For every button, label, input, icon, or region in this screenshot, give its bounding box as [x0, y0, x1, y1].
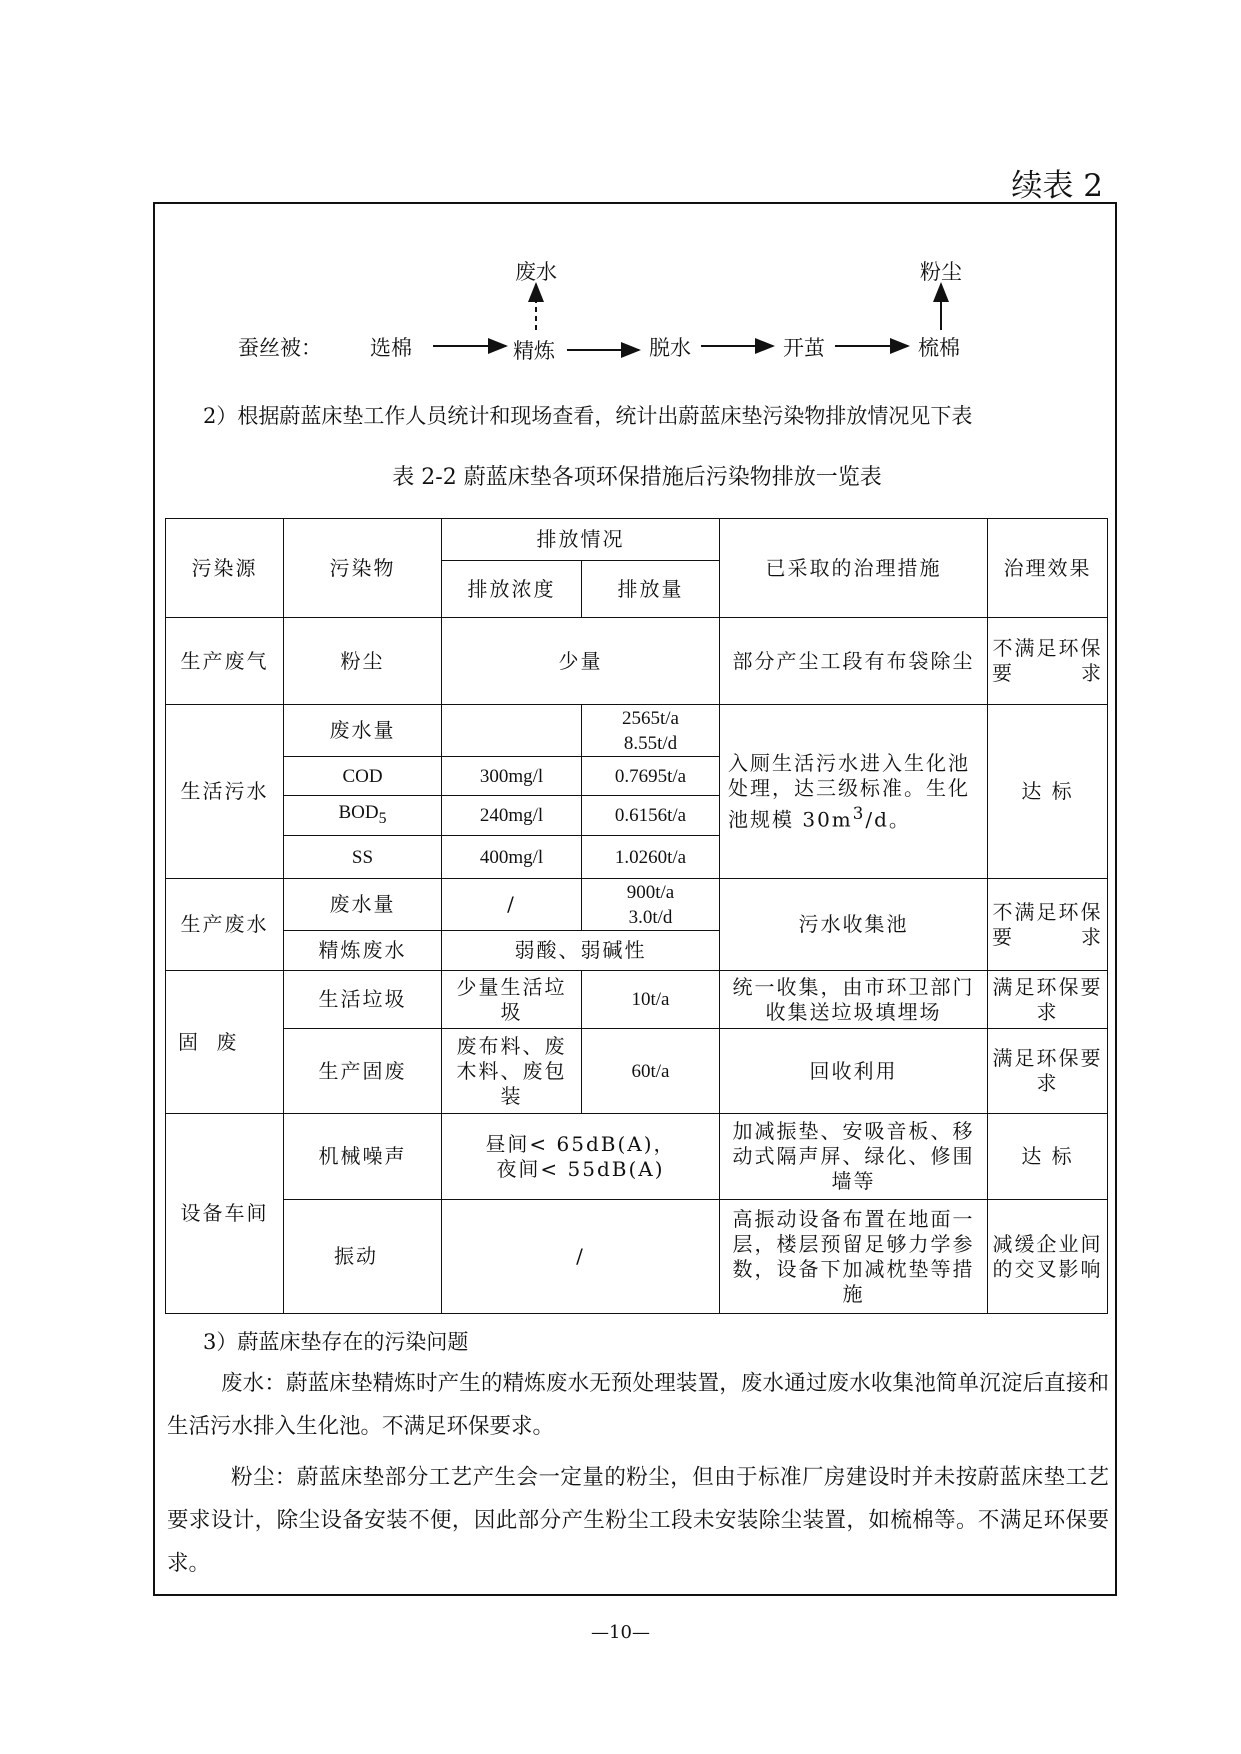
cell-measure: 回收利用	[720, 1029, 988, 1114]
cell-concentration: 240mg/l	[442, 796, 582, 836]
process-flow-diagram	[155, 204, 1119, 374]
cell-concentration: /	[442, 879, 582, 931]
cell-emission: 昼间< 65dB(A)， 夜间< 55dB(A)	[442, 1114, 720, 1200]
table-row	[166, 879, 1108, 931]
cell-source: 生产废水	[166, 879, 284, 971]
header-emission: 排放情况	[442, 519, 720, 561]
cell-effect: 满足环保要求	[988, 1029, 1108, 1114]
section-3-title: 3）蔚蓝床垫存在的污染问题	[203, 1330, 469, 1354]
cell-concentration: 少量生活垃圾	[442, 971, 582, 1029]
header-measures: 已采取的治理措施	[720, 519, 988, 618]
cell-pollutant: 机械噪声	[284, 1114, 442, 1200]
cell-pollutant: COD	[284, 757, 442, 796]
cell-pollutant: 振动	[284, 1200, 442, 1314]
cell-pollutant: 废水量	[284, 879, 442, 931]
cell-pollutant: 废水量	[284, 705, 442, 757]
paragraph-wastewater: 废水：蔚蓝床垫精炼时产生的精炼废水无预处理装置，废水通过废水收集池简单沉淀后直接和生活污水排入生化池。不满足环保要求。	[167, 1371, 1109, 1439]
table-row	[166, 1029, 1108, 1114]
cell-pollutant: 生产固废	[284, 1029, 442, 1114]
table-caption: 表 2-2 蔚蓝床垫各项环保措施后污染物排放一览表	[392, 465, 882, 490]
cell-effect: 达 标	[988, 705, 1108, 879]
cell-measure: 部分产尘工段有布袋除尘	[720, 618, 988, 705]
flow-lead-label: 蚕丝被：	[238, 336, 322, 360]
flow-output-dust: 粉尘	[920, 260, 962, 284]
pollutant-emission-table	[165, 518, 1108, 1314]
header-pollutant: 污染物	[284, 519, 442, 618]
cell-measure: 入厕生活污水进入生化池处理，达三级标准。生化池规模 $30m^3/d$。	[720, 705, 988, 879]
cell-concentration: 废布料、废木料、废包装	[442, 1029, 582, 1114]
header-effect: 治理效果	[988, 519, 1108, 618]
cell-amount: 0.6156t/a	[582, 796, 720, 836]
cell-pollutant: $BOD_5$	[284, 796, 442, 836]
cell-pollutant: 生活垃圾	[284, 971, 442, 1029]
cell-amount: 900t/a 3.0t/d	[582, 879, 720, 931]
table-row	[166, 1200, 1108, 1314]
flow-step-1: 选棉	[370, 336, 412, 360]
cell-source: 生产废气	[166, 618, 284, 705]
intro-paragraph: 2）根据蔚蓝床垫工作人员统计和现场查看，统计出蔚蓝床垫污染物排放情况见下表	[203, 404, 973, 428]
cell-effect: 不满足环保要求	[988, 618, 1108, 705]
cell-amount: 2565t/a 8.55t/d	[582, 705, 720, 757]
table-row	[166, 705, 1108, 757]
cell-effect: 减缓企业间的交叉影响	[988, 1200, 1108, 1314]
cell-amount: 1.0260t/a	[582, 836, 720, 879]
continued-table-label: 续表 2	[1011, 168, 1103, 204]
cell-source: 生活污水	[166, 705, 284, 879]
cell-measure: 统一收集，由市环卫部门收集送垃圾填埋场	[720, 971, 988, 1029]
table-row	[166, 1114, 1108, 1200]
cell-measure: 加减振垫、安吸音板、移动式隔声屏、绿化、修围墙等	[720, 1114, 988, 1200]
cell-amount: 10t/a	[582, 971, 720, 1029]
cell-pollutant: 精炼废水	[284, 931, 442, 971]
paragraph-dust: 粉尘：蔚蓝床垫部分工艺产生会一定量的粉尘，但由于标准厂房建设时并未按蔚蓝床垫工艺要求设计，除尘设备安装不便，因此部分产生粉尘工段未安装除尘装置，如梳棉等。不满足环保要求。	[167, 1465, 1109, 1576]
flow-step-4: 开茧	[783, 336, 825, 360]
cell-concentration	[442, 705, 582, 757]
cell-amount: 0.7695t/a	[582, 757, 720, 796]
cell-pollutant: SS	[284, 836, 442, 879]
flow-step-2: 精炼	[513, 339, 555, 363]
cell-emission: 少量	[442, 618, 720, 705]
flow-output-wastewater: 废水	[515, 260, 557, 284]
cell-emission: 弱酸、弱碱性	[442, 931, 720, 971]
cell-measure: 污水收集池	[720, 879, 988, 971]
table-row	[166, 971, 1108, 1029]
cell-effect: 满足环保要求	[988, 971, 1108, 1029]
cell-concentration: 300mg/l	[442, 757, 582, 796]
header-concentration: 排放浓度	[442, 561, 582, 618]
cell-emission: /	[442, 1200, 720, 1314]
header-amount: 排放量	[582, 561, 720, 618]
cell-source: 固 废	[166, 971, 284, 1114]
cell-measure: 高振动设备布置在地面一层，楼层预留足够力学参数，设备下加减枕垫等措施	[720, 1200, 988, 1314]
content-frame	[153, 202, 1117, 1596]
cell-effect: 达 标	[988, 1114, 1108, 1200]
flow-step-5: 梳棉	[918, 336, 960, 360]
header-source: 污染源	[166, 519, 284, 618]
cell-concentration: 400mg/l	[442, 836, 582, 879]
cell-pollutant: 粉尘	[284, 618, 442, 705]
cell-effect: 不满足环保要求	[988, 879, 1108, 971]
table-row	[166, 618, 1108, 705]
flow-step-3: 脱水	[649, 336, 691, 360]
page-number: —10—	[591, 1622, 650, 1643]
cell-amount: 60t/a	[582, 1029, 720, 1114]
cell-source: 设备车间	[166, 1114, 284, 1314]
